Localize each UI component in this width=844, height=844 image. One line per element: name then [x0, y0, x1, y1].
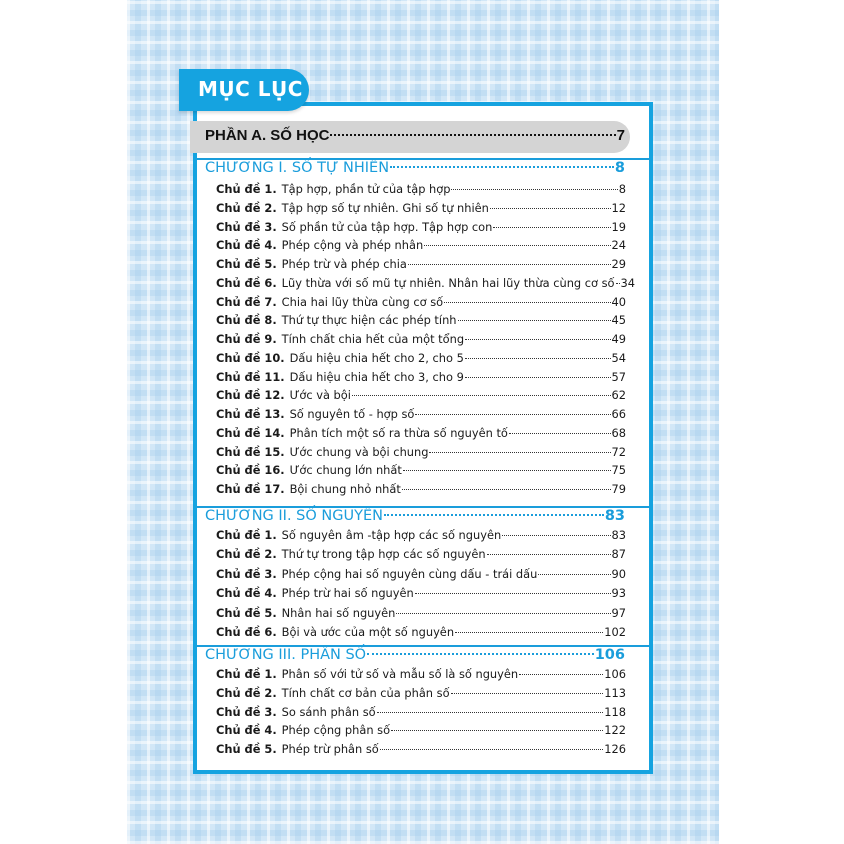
chapter-heading[interactable] — [205, 647, 625, 663]
topic-entry[interactable] — [216, 238, 626, 252]
topic-label: Chủ đề 4. — [216, 238, 277, 253]
chapter-title: CHƯƠNG I. SỐ TỰ NHIÊN — [205, 160, 390, 176]
topic-label: Chủ đề 11. — [216, 369, 285, 384]
topic-entry[interactable] — [216, 275, 636, 290]
dot-leader — [352, 395, 611, 396]
topic-title: Tính chất cơ bản của phân số — [281, 685, 450, 700]
topic-entry[interactable] — [216, 625, 626, 639]
part-entry — [205, 127, 625, 144]
topic-label: Chủ đề 15. — [216, 444, 285, 459]
topic-entry[interactable] — [216, 332, 626, 346]
topic-title: Lũy thừa với số mũ tự nhiên. Nhân hai lũy thừa cùng cơ số — [281, 275, 615, 290]
topic-label: Chủ đề 13. — [216, 407, 285, 421]
topic-entry[interactable] — [216, 463, 626, 477]
topic-page: 34 — [620, 275, 636, 290]
topic-entry[interactable] — [216, 686, 626, 700]
topic-title: Ước chung và bội chung — [289, 444, 429, 459]
dot-leader — [616, 283, 620, 284]
topic-title: Dấu hiệu chia hết cho 3, cho 9 — [289, 369, 464, 384]
topic-label: Chủ đề 8. — [216, 313, 277, 328]
dot-leader — [493, 227, 610, 228]
topic-page: 57 — [611, 369, 626, 384]
topic-title: Ước và bội — [289, 388, 351, 403]
topic-entry[interactable] — [216, 547, 626, 561]
dot-leader — [458, 320, 611, 321]
topic-title: Phép trừ hai số nguyên — [281, 586, 414, 601]
part-page: 7 — [616, 127, 625, 144]
topic-page: 87 — [611, 547, 626, 562]
topic-label: Chủ đề 10. — [216, 350, 285, 365]
topic-page: 68 — [611, 425, 626, 440]
topic-page: 79 — [611, 482, 626, 496]
topic-entry[interactable] — [216, 667, 626, 681]
topic-page: 93 — [611, 586, 626, 601]
topic-page: 83 — [611, 528, 626, 542]
dot-leader — [490, 208, 611, 209]
chapter-page: 83 — [604, 508, 625, 524]
topic-page: 62 — [611, 388, 626, 403]
chapter-title: CHƯƠNG III. PHÂN SỐ — [205, 647, 367, 663]
topic-label: Chủ đề 4. — [216, 586, 277, 601]
topic-page: 8 — [618, 182, 626, 196]
topic-label: Chủ đề 9. — [216, 332, 277, 346]
chapter-page: 8 — [614, 160, 625, 176]
topic-page: 29 — [611, 257, 626, 271]
dot-leader — [403, 470, 611, 471]
topic-entry[interactable] — [216, 182, 626, 196]
topic-label: Chủ đề 1. — [216, 182, 277, 196]
dot-leader — [408, 264, 611, 265]
dot-leader — [455, 632, 603, 633]
topic-entry[interactable] — [216, 388, 626, 402]
topic-title: Tập hợp số tự nhiên. Ghi số tự nhiên — [281, 200, 489, 215]
topic-label: Chủ đề 1. — [216, 528, 277, 542]
topic-page: 106 — [604, 667, 626, 681]
topic-title: Phép trừ và phép chia — [281, 257, 407, 271]
dot-leader — [415, 414, 610, 415]
topic-title: Nhân hai số nguyên — [281, 605, 396, 620]
topic-label: Chủ đề 6. — [216, 625, 277, 639]
topic-label: Chủ đề 3. — [216, 566, 277, 581]
topic-entry[interactable] — [216, 351, 626, 365]
topic-label: Chủ đề 5. — [216, 742, 277, 757]
dot-leader — [429, 452, 610, 453]
topic-label: Chủ đề 1. — [216, 667, 277, 681]
topic-label: Chủ đề 2. — [216, 685, 277, 700]
topic-entry[interactable] — [216, 295, 626, 309]
dot-leader — [487, 554, 611, 555]
dot-leader — [444, 302, 610, 303]
topic-entry[interactable] — [216, 606, 626, 620]
dot-leader — [380, 749, 603, 750]
topic-page: 19 — [611, 219, 626, 234]
dot-leader — [396, 613, 610, 614]
dot-leader — [451, 693, 604, 694]
topic-entry[interactable] — [216, 370, 626, 384]
dot-leader — [330, 134, 615, 136]
dot-leader — [538, 574, 610, 575]
topic-label: Chủ đề 12. — [216, 388, 285, 403]
topic-page: 122 — [604, 723, 626, 738]
topic-entry[interactable] — [216, 257, 626, 271]
dot-leader — [465, 358, 611, 359]
dot-leader — [519, 674, 603, 675]
topic-page: 49 — [611, 332, 626, 346]
topic-label: Chủ đề 7. — [216, 294, 277, 309]
topic-label: Chủ đề 14. — [216, 425, 285, 440]
topic-entry[interactable] — [216, 705, 626, 719]
topic-entry[interactable] — [216, 313, 626, 327]
topic-page: 40 — [611, 294, 626, 309]
topic-title: So sánh phân số — [281, 704, 376, 719]
topic-title: Phép cộng phân số — [281, 723, 391, 738]
dot-leader — [424, 245, 610, 246]
topic-title: Thứ tự thực hiện các phép tính — [281, 313, 457, 328]
topic-entry[interactable] — [216, 742, 626, 756]
dot-leader — [502, 535, 610, 536]
topic-label: Chủ đề 4. — [216, 723, 277, 738]
topic-entry[interactable] — [216, 426, 626, 440]
topic-title: Phép trừ phân số — [281, 742, 379, 757]
topic-title: Chia hai lũy thừa cùng cơ số — [281, 294, 444, 309]
topic-label: Chủ đề 5. — [216, 605, 277, 620]
topic-page: 66 — [611, 407, 626, 421]
topic-title: Phân số với tử số và mẫu số là số nguyên — [281, 667, 519, 681]
topic-title: Phân tích một số ra thừa số nguyên tố — [289, 425, 508, 440]
topic-title: Số phần tử của tập hợp. Tập hợp con — [281, 219, 493, 234]
part-label: PHẦN A. SỐ HỌC — [205, 127, 330, 144]
dot-leader — [451, 189, 617, 190]
topic-title: Bội và ước của một số nguyên — [281, 625, 455, 639]
topic-entry[interactable] — [216, 586, 626, 600]
dot-leader — [390, 166, 614, 168]
chapter-page: 106 — [594, 647, 625, 663]
topic-page: 113 — [604, 685, 626, 700]
dot-leader — [367, 653, 594, 655]
topic-page: 118 — [604, 704, 626, 719]
topic-title: Ước chung lớn nhất — [289, 463, 402, 478]
dot-leader — [402, 489, 611, 490]
dot-leader — [377, 712, 604, 713]
topic-title: Bội chung nhỏ nhất — [289, 482, 401, 496]
topic-page: 75 — [611, 463, 626, 478]
topic-page: 90 — [611, 566, 626, 581]
topic-label: Chủ đề 2. — [216, 547, 277, 562]
topic-label: Chủ đề 6. — [216, 275, 277, 290]
chapter-title: CHƯƠNG II. SỐ NGUYÊN — [205, 508, 383, 524]
topic-title: Số nguyên tố - hợp số — [289, 407, 415, 421]
topic-page: 12 — [611, 200, 626, 215]
topic-page: 97 — [611, 605, 626, 620]
topic-title: Phép cộng hai số nguyên cùng dấu - trái dấu — [281, 566, 538, 581]
topic-label: Chủ đề 16. — [216, 463, 285, 478]
topic-title: Tập hợp, phần tử của tập hợp — [281, 182, 451, 196]
topic-page: 24 — [611, 238, 626, 253]
dot-leader — [415, 593, 611, 594]
dot-leader — [509, 433, 611, 434]
topic-page: 126 — [604, 742, 626, 757]
topic-title: Phép cộng và phép nhân — [281, 238, 424, 253]
topic-entry[interactable] — [216, 723, 626, 737]
dot-leader — [465, 377, 611, 378]
topic-page: 45 — [611, 313, 626, 328]
topic-page: 72 — [611, 444, 626, 459]
dot-leader — [391, 730, 603, 731]
chapter-heading[interactable] — [205, 508, 625, 524]
dot-leader — [384, 514, 604, 516]
topic-title: Dấu hiệu chia hết cho 2, cho 5 — [289, 350, 464, 365]
topic-page: 54 — [611, 350, 626, 365]
topic-entry[interactable] — [216, 445, 626, 459]
topic-title: Thứ tự trong tập hợp các số nguyên — [281, 547, 486, 562]
topic-label: Chủ đề 3. — [216, 219, 277, 234]
topic-label: Chủ đề 17. — [216, 482, 285, 496]
dot-leader — [465, 339, 610, 340]
topic-label: Chủ đề 5. — [216, 257, 277, 271]
topic-entry[interactable] — [216, 567, 626, 581]
topic-entry[interactable] — [216, 528, 626, 542]
topic-title: Số nguyên âm -tập hợp các số nguyên — [281, 528, 502, 542]
chapter-heading[interactable] — [205, 160, 625, 176]
page-title: MỤC LỤC — [198, 77, 303, 101]
topic-page: 102 — [604, 625, 626, 639]
topic-entry[interactable] — [216, 407, 626, 421]
topic-entry[interactable] — [216, 482, 626, 496]
topic-label: Chủ đề 2. — [216, 200, 277, 215]
topic-title: Tính chất chia hết của một tổng — [281, 332, 465, 346]
topic-label: Chủ đề 3. — [216, 704, 277, 719]
topic-entry[interactable] — [216, 201, 626, 215]
topic-entry[interactable] — [216, 220, 626, 234]
